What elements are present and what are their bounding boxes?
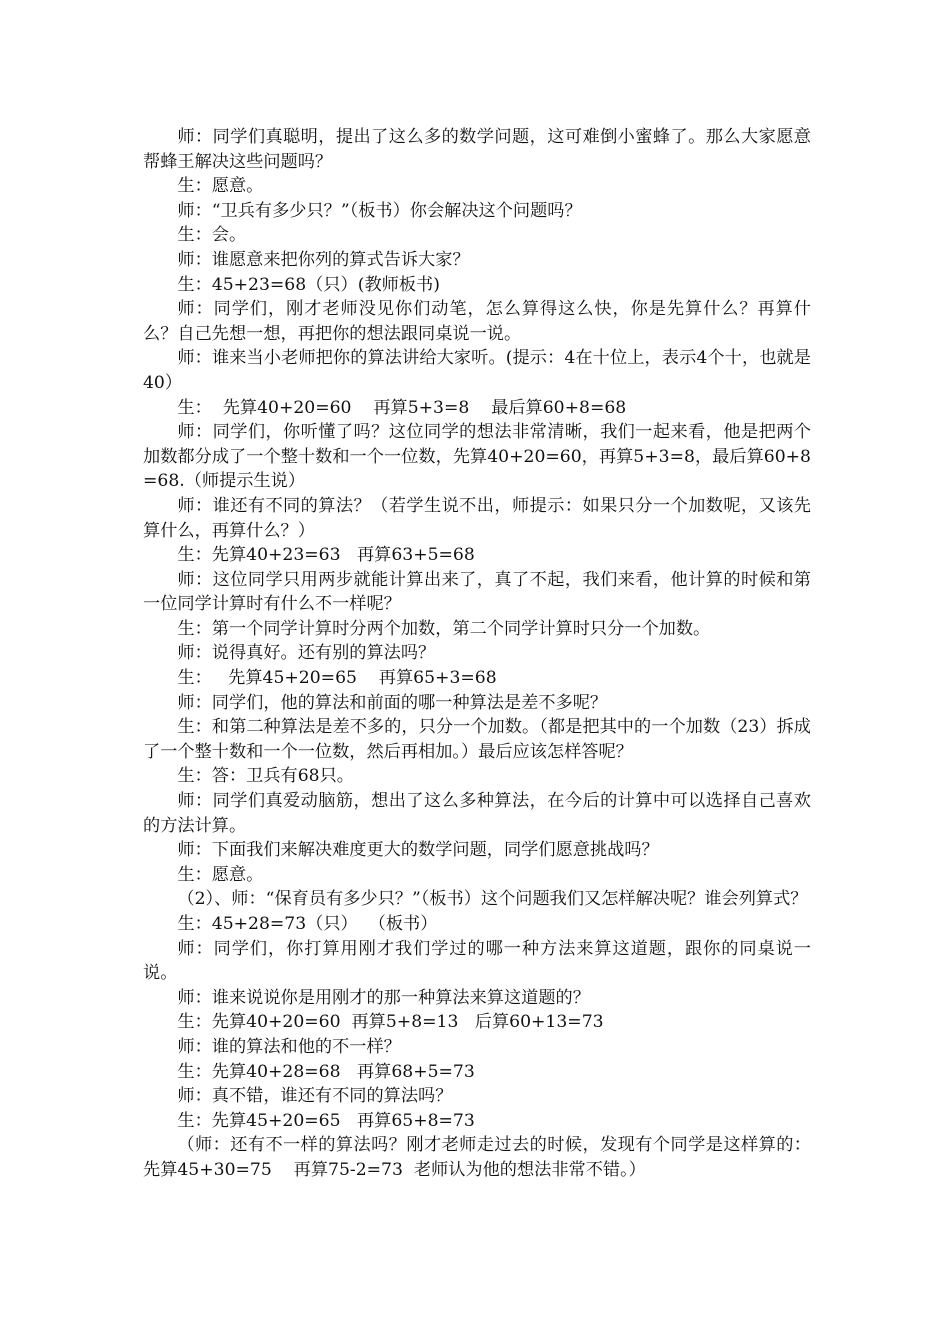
paragraph: 师：谁愿意来把你列的算式告诉大家？	[177, 249, 470, 270]
paragraph: 生：愿意。	[177, 176, 264, 197]
paragraph: （师：还有不一样的算法吗？刚才老师走过去的时候，发现有个同学是这样算的：先算45+30=75 再算75-2=73 老师认为他的想法非常不错。）	[143, 1135, 811, 1180]
paragraph: 生：第一个同学计算时分两个加数，第二个同学计算时只分一个加数。	[177, 618, 711, 639]
paragraph: 师：“卫兵有多少只？”（板书）你会解决这个问题吗？	[177, 200, 582, 221]
paragraph: 生：和第二种算法是差不多的，只分一个加数。（都是把其中的一个加数（23）拆成了一个整十数和一个一位数，然后再相加。）最后应该怎样答呢？	[143, 717, 811, 762]
paragraph: 生： 先算40+20=60 再算5+3=8 最后算60+8=68	[177, 397, 627, 418]
paragraph: 生：答：卫兵有68只。	[177, 766, 354, 787]
paragraph: 生： 先算45+20=65 再算65+3=68	[177, 668, 497, 689]
paragraph: 生：会。	[177, 225, 247, 246]
paragraph: 师：谁的算法和他的不一样？	[177, 1036, 401, 1057]
paragraph: 师：谁来说说你是用刚才的那一种算法来算这道题的？	[177, 987, 590, 1008]
paragraph: 师：同学们真爱动脑筋，想出了这么多种算法，在今后的计算中可以选择自己喜欢的方法计算。	[143, 791, 811, 836]
paragraph: 师：谁还有不同的算法？（若学生说不出，师提示：如果只分一个加数呢，又该先算什么，再算什么？）	[143, 495, 811, 541]
paragraph: 师：同学们，你听懂了吗？这位同学的想法非常清晰，我们一起来看，他是把两个加数都分成了一个整十数和一个一位数，先算40+20=60，再算5+3=8，最后算60+8=68.（师提示生说）	[143, 422, 811, 492]
paragraph: 师：说得真好。还有别的算法吗？	[177, 643, 436, 664]
paragraph: 生：45+28=73（只） （板书）	[177, 914, 438, 934]
paragraph: （2）、师：“保育员有多少只？”（板书）这个问题我们又怎样解决呢？谁会列算式？	[177, 889, 808, 910]
paragraph: 师：下面我们来解决难度更大的数学问题，同学们愿意挑战吗？	[177, 840, 659, 861]
lesson-transcript	[143, 125, 811, 1183]
paragraph: 师：谁来当小老师把你的算法讲给大家听。(提示：4在十位上，表示4个十，也就是40）	[143, 348, 811, 393]
paragraph: 生：先算40+20=60 再算5+8=13 后算60+13=73	[177, 1012, 604, 1033]
paragraph: 师：真不错，谁还有不同的算法吗？	[177, 1086, 453, 1107]
paragraph: 生：先算40+23=63 再算63+5=68	[177, 545, 475, 566]
paragraph: 师：同学们，刚才老师没见你们动笔，怎么算得这么快，你是先算什么？再算什么？自己先想一想，再把你的想法跟同桌说一说。	[143, 299, 811, 344]
paragraph: 生：先算45+20=65 再算65+8=73	[177, 1110, 475, 1131]
paragraph: 师：同学们真聪明，提出了这么多的数学问题，这可难倒小蜜蜂了。那么大家愿意帮蜂王解决这些问题吗？	[143, 127, 811, 172]
paragraph: 师：这位同学只用两步就能计算出来了，真了不起，我们来看，他计算的时候和第一位同学计算时有什么不一样呢？	[143, 569, 811, 615]
paragraph: 师：同学们，你打算用刚才我们学过的哪一种方法来算这道题，跟你的同桌说一说。	[143, 938, 811, 984]
paragraph: 生：先算40+28=68 再算68+5=73	[177, 1061, 475, 1082]
paragraph: 生：愿意。	[177, 864, 264, 885]
paragraph: 生：45+23=68（只）(教师板书)	[177, 274, 440, 295]
paragraph: 师：同学们，他的算法和前面的哪一种算法是差不多呢？	[177, 692, 608, 713]
